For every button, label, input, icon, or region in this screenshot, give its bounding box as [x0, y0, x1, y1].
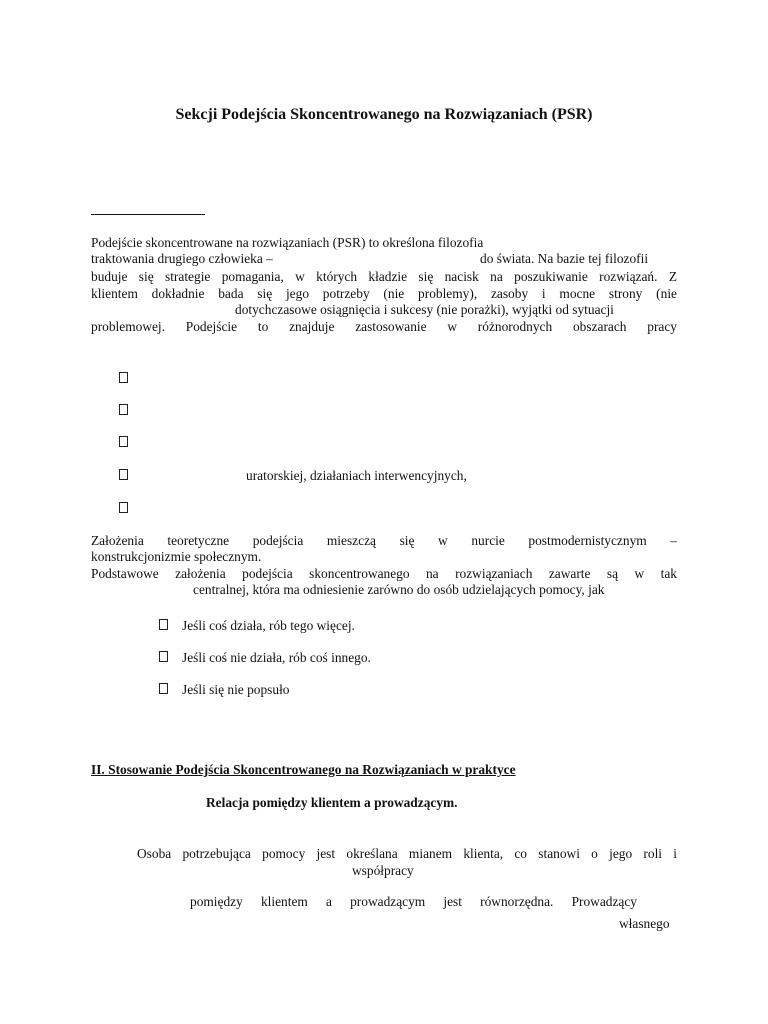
bullet-box-5 [119, 502, 128, 513]
intro-line-2b: do świata. Na bazie tej filozofii [480, 251, 649, 266]
intro-line-5: dotychczasowe osiągnięcia i sukcesy (nie porażki), wyjątki od sytuacji [235, 302, 614, 317]
horizontal-rule [91, 214, 205, 215]
intro-line-3: buduje się strategie pomagania, w których kładzie się nacisk na poszukiwanie rozwiązań. Z [91, 269, 677, 284]
bullet-box-3 [119, 436, 128, 447]
intro-line-4: klientem dokładnie bada się jego potrzeby (nie problemy), zasoby i mocne strony (nie [91, 286, 677, 301]
intro-line-6: problemowej. Podejście to znajduje zastosowanie w różnorodnych obszarach pracy [91, 319, 677, 334]
section-heading: II. Stosowanie Podejścia Skoncentrowanego na Rozwiązaniach w praktyce [91, 762, 516, 777]
document-title: Sekcji Podejścia Skoncentrowanego na Rozwiązaniach (PSR) [175, 106, 593, 123]
theory-line-2: konstrukcjonizmie społecznym. [91, 549, 262, 564]
theory-line-3: Podstawowe założenia podejścia skoncentrowanego na rozwiązaniach zawarte są w tak [91, 566, 677, 581]
theory-line-1: Założenia teoretyczne podejścia mieszczą się w nurcie postmodernistycznym – [91, 533, 677, 548]
rule-box-2 [159, 651, 168, 662]
rule-box-1 [159, 619, 168, 630]
rule-text-3: Jeśli się nie popsuło [182, 682, 290, 697]
bullet-box-2 [119, 404, 128, 415]
bullet-box-4 [119, 469, 128, 480]
bullet-text-4: uratorskiej, działaniach interwencyjnych, [246, 468, 467, 483]
bullet-box-1 [119, 372, 128, 383]
rule-text-2: Jeśli coś nie działa, rób coś innego. [182, 650, 371, 665]
section-line-3: pomiędzy klientem a prowadzącym jest równorzędna. Prowadzący [190, 894, 637, 909]
section-line-2: współpracy [352, 863, 414, 878]
rule-text-1: Jeśli coś działa, rób tego więcej. [182, 618, 355, 633]
intro-line-2a: traktowania drugiego człowieka – [91, 251, 273, 266]
intro-line-1: Podejście skoncentrowane na rozwiązaniach (PSR) to określona filozofia [91, 235, 484, 250]
section-line-4: własnego [619, 916, 670, 931]
rule-box-3 [159, 683, 168, 694]
theory-line-4: centralnej, która ma odniesienie zarówno do osób udzielających pomocy, jak [193, 582, 605, 597]
section-line-1: Osoba potrzebująca pomocy jest określana mianem klienta, co stanowi o jego roli i [137, 846, 677, 861]
section-subheading: Relacja pomiędzy klientem a prowadzącym. [206, 795, 458, 810]
